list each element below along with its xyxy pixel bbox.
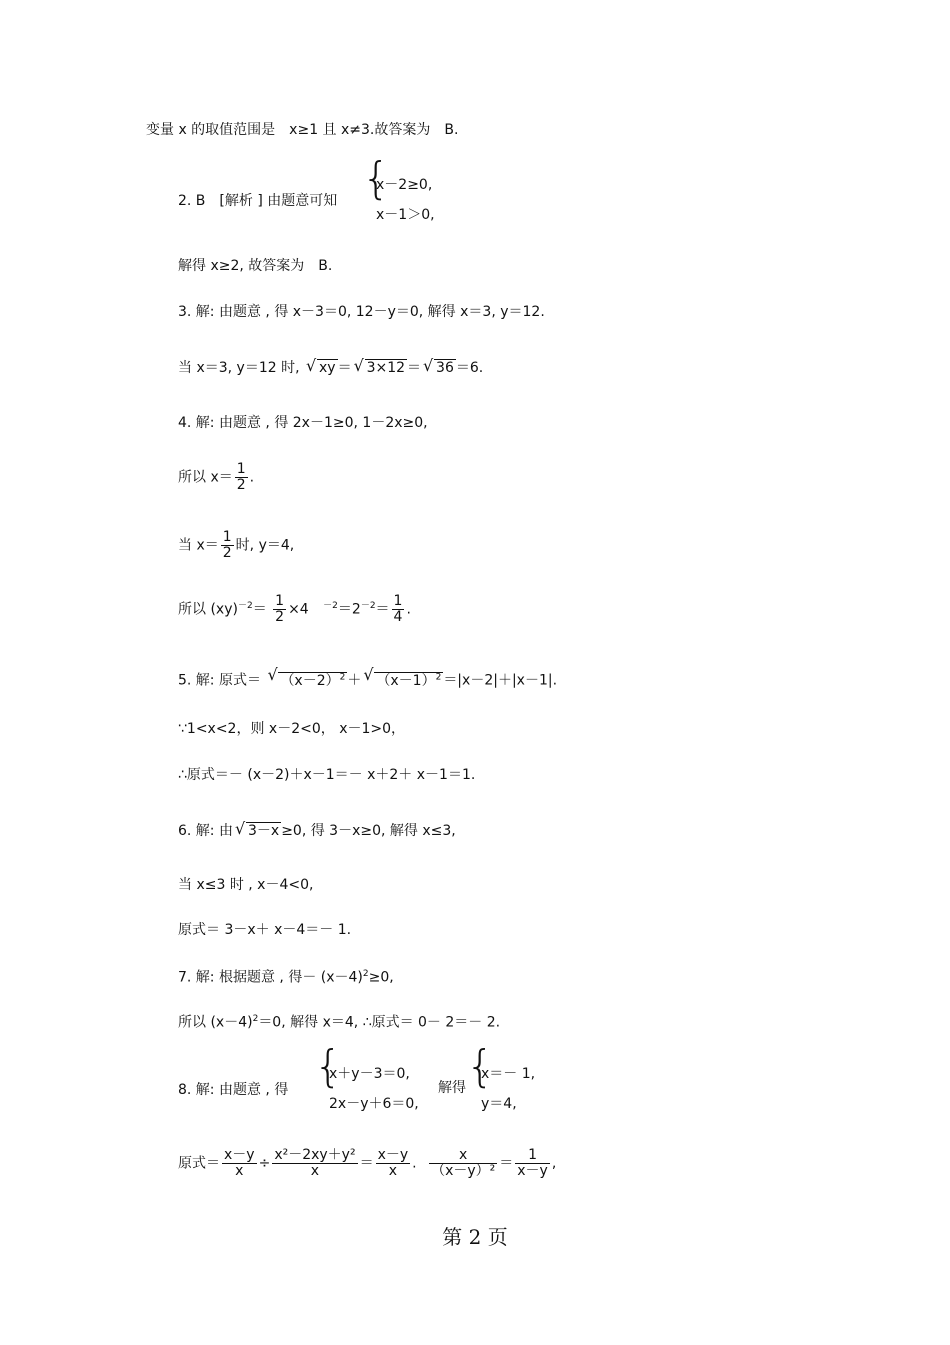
solution-1: x＝－ 1,	[481, 1066, 536, 1082]
question-5-line-2: ∵1<x<2，则 x－2<0， x－1>0，	[178, 721, 406, 737]
fraction: $\frac{x-y}{x}$	[224, 1147, 255, 1179]
solve-label: 解得	[438, 1080, 466, 1096]
system-eq-1: x＋y－3＝0,	[329, 1066, 410, 1082]
sqrt: √ $(x-1)^2$	[363, 665, 442, 689]
system-eq-2: x－1＞0,	[376, 207, 435, 223]
question-2-head: 2. B [解析 ] 由题意可知	[178, 193, 338, 209]
brace: {	[466, 1041, 494, 1092]
question-8-final: 原式＝ $\frac{x-y}{x}$ ÷ $\frac{\text{x²－2xy＋y²}}{x}$ ＝ $\frac{x-y}{x}$ . $\frac{x}{\text{（x－y）²}}$ ＝ $\frac{1}{x-y}$ ,	[178, 1147, 557, 1179]
question-6-line-1: 6. 解: 由 √ 3－x ≥0, 得 3－x≥0, 解得 x≤3,	[178, 819, 456, 839]
question-4-line-1: 4. 解: 由题意 , 得 2x－1≥0, 1－2x≥0,	[178, 415, 428, 431]
fraction: $\frac{x}{\text{（x－y）²}}$	[431, 1147, 496, 1179]
sqrt: √ 36	[423, 356, 454, 376]
question-3-line-1: 3. 解: 由题意 , 得 x－3＝0, 12－y＝0, 解得 x＝3, y＝12.	[178, 304, 545, 320]
sqrt: √ $(x-2)^2$	[267, 665, 346, 689]
fraction: $\frac{1}{2}$	[275, 593, 285, 625]
fraction: $\frac{1}{x-y}$	[517, 1147, 548, 1179]
fraction: $\frac{1}{2}$	[236, 461, 246, 493]
question-2-answer: 解得 x≥2, 故答案为 B.	[178, 258, 333, 274]
fraction: $\frac{\text{x²－2xy＋y²}}{x}$	[274, 1147, 356, 1179]
fraction: $\frac{1}{2}$	[222, 529, 232, 561]
brace: {	[314, 1041, 342, 1092]
question-4-line-4: 所以 (xy)$^{-2}$＝ $\frac{1}{2}$ ×4 $^{-2}=2^{-2}=$ $\frac{1}{4}$ .	[178, 593, 411, 625]
question-5-line-3: ∴原式＝－ (x－2)＋x－1＝－ x＋2＋ x－1＝1.	[178, 767, 476, 783]
question-4-line-3: 当 x＝ $\frac{1}{2}$ 时, y＝4,	[178, 529, 295, 561]
sqrt: √ xy	[306, 356, 336, 376]
question-5-line-1: 5. 解: 原式＝ √ $(x-2)^2$ ＋ √ $(x-1)^2 =|x-2|+|x-1|$.	[178, 665, 558, 689]
sqrt: √ 3×12	[353, 356, 406, 376]
question-8-head: 8. 解: 由题意 , 得	[178, 1082, 289, 1098]
fraction: $\frac{1}{4}$	[393, 593, 403, 625]
text-line: 变量 x 的取值范围是 x≥1 且 x≠3.故答案为 B.	[146, 122, 459, 138]
system-eq-2: 2x－y＋6＝0,	[329, 1096, 419, 1112]
question-7-line-2: 所以 $(x-4)^2=0$, 解得 x＝4, ∴原式＝ 0－ 2＝－ 2.	[178, 1014, 501, 1031]
question-6-line-2: 当 x≤3 时 , x－4<0,	[178, 877, 314, 893]
solution-2: y＝4,	[481, 1096, 517, 1112]
fraction: $\frac{x-y}{x}$	[377, 1147, 409, 1179]
question-4-line-2: 所以 x＝ $\frac{1}{2}$ .	[178, 461, 255, 493]
question-3-line-2: 当 x＝3, y＝12 时, √ xy ＝ √ 3×12 ＝ √ 36 ＝6.	[178, 356, 484, 376]
question-6-line-3: 原式＝ 3－x＋ x－4＝－ 1.	[178, 922, 352, 938]
system-eq-1: x－2≥0,	[376, 177, 433, 193]
brace: {	[362, 153, 390, 204]
page-footer: 第 2 页	[442, 1225, 508, 1249]
sqrt: √ 3－x	[234, 819, 280, 839]
question-7-line-1: 7. 解: 根据题意 , 得－ $(x-4)^2\ge 0$,	[178, 969, 394, 986]
